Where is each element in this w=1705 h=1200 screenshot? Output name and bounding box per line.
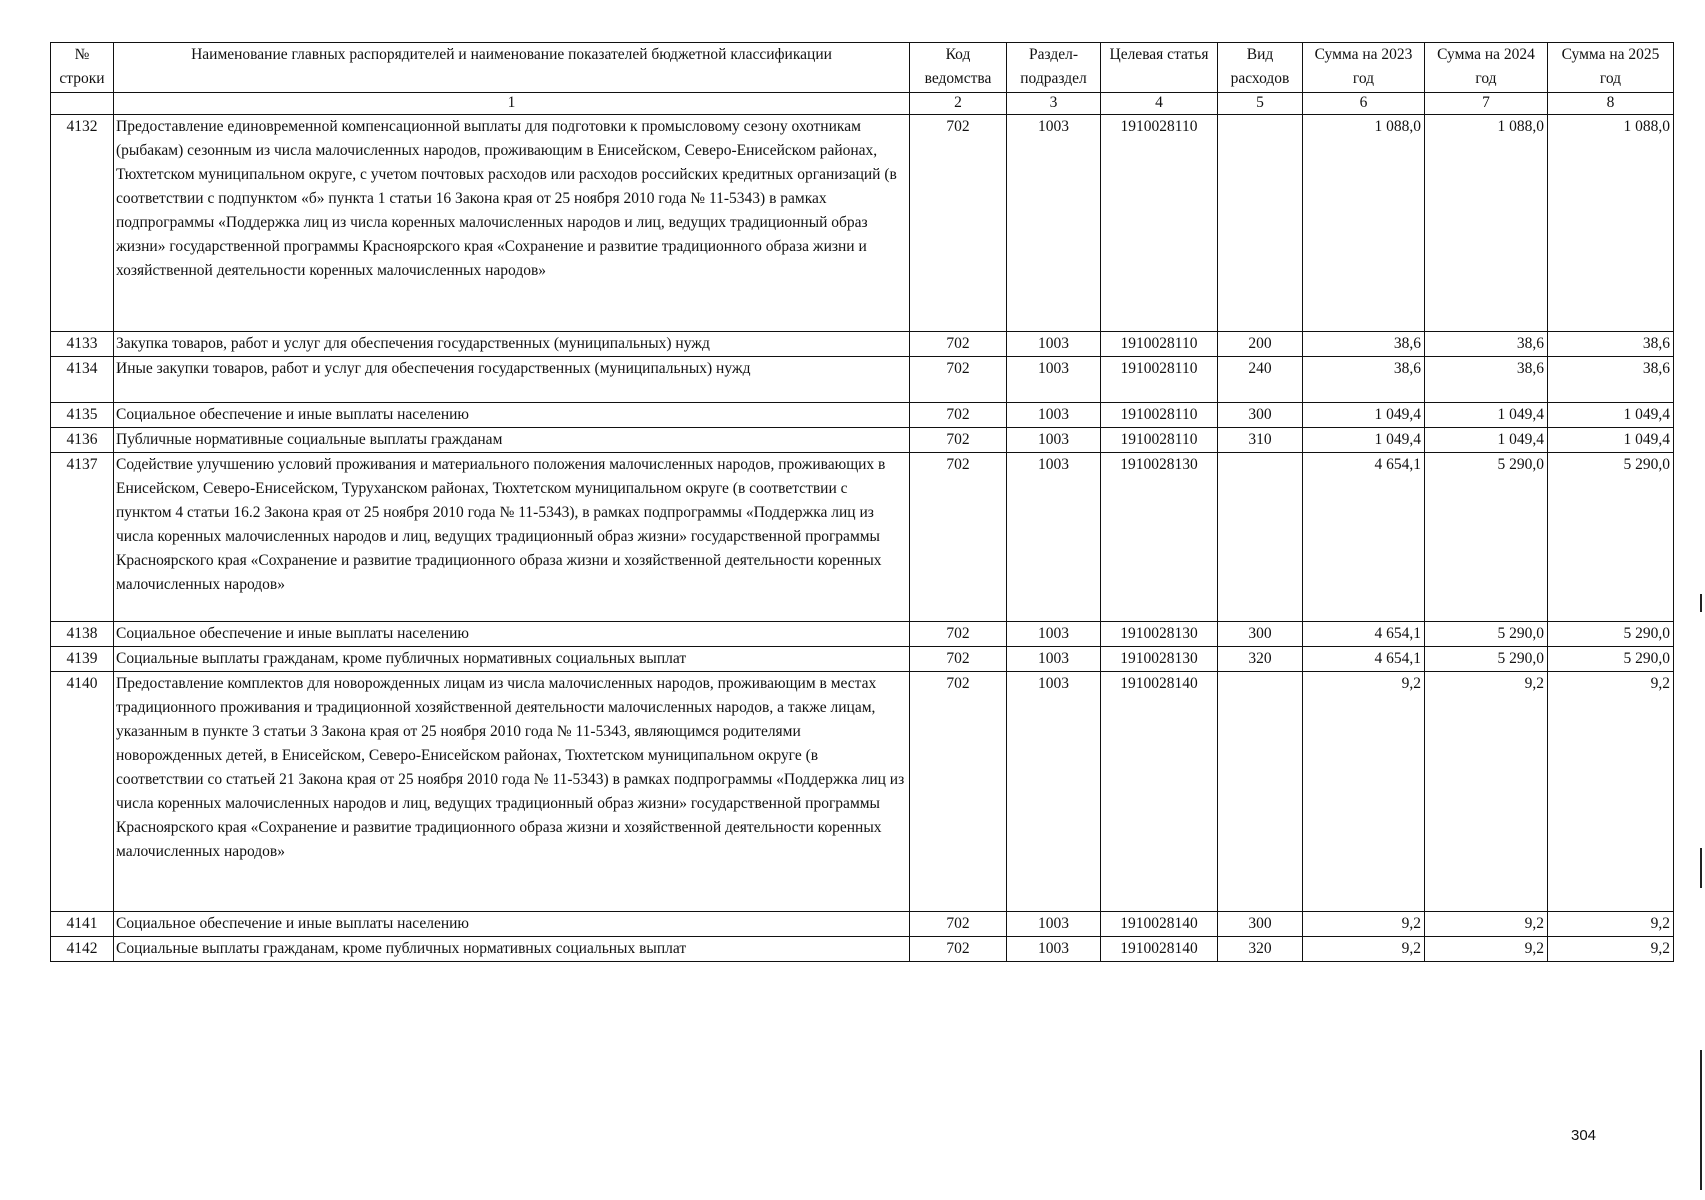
row-number: 4136 — [51, 428, 114, 453]
target-article: 1910028110 — [1101, 332, 1218, 357]
table-row — [51, 428, 1674, 453]
target-article: 1910028140 — [1101, 937, 1218, 962]
section-code: 1003 — [1007, 428, 1101, 453]
section-code: 1003 — [1007, 647, 1101, 672]
sum-2025: 1 049,4 — [1548, 403, 1674, 428]
row-name: Предоставление единовременной компенсационной выплаты для подготовки к промысловому сезону охотникам (рыбакам) сезонным из числа малочисленных народов, проживающим в Енисейском, Северо-Енисейском районах, Тюхтетском муниципальном округе, с учетом почтовых расходов или расходов российских кредитных организаций (в соответствии с подпунктом «б» пункта 1 статьи 16 Закона края от 25 ноября 2010 года № 11-5343) в рамках подпрограммы «Поддержка лиц из числа коренных малочисленных народов и лиц, ведущих традиционный образ жизни» государственной программы Красноярского края «Сохранение и развитие традиционного образа жизни и хозяйственной деятельности коренных малочисленных народов» — [114, 115, 910, 332]
sum-2025: 9,2 — [1548, 912, 1674, 937]
expense-type — [1218, 115, 1303, 332]
header-sum-2024: Сумма на 2024 год — [1425, 43, 1548, 93]
sum-2024: 5 290,0 — [1425, 622, 1548, 647]
row-name: Содействие улучшению условий проживания и материального положения малочисленных народов, проживающих в Енисейском, Северо-Енисейском, Туруханском районах, Тюхтетском муниципальном округе (в соответствии с пунктом 4 статьи 16.2 Закона края от 25 ноября 2010 года № 11-5343), в рамках подпрограммы «Поддержка лиц из числа коренных малочисленных народов и лиц, ведущих традиционный образ жизни» государственной программы Красноярского края «Сохранение и развитие традиционного образа жизни и хозяйственной деятельности коренных малочисленных народов» — [114, 453, 910, 622]
scan-edge-mark — [1700, 1050, 1702, 1190]
column-number: 1 — [114, 93, 910, 115]
target-article: 1910028140 — [1101, 672, 1218, 912]
sum-2024: 5 290,0 — [1425, 453, 1548, 622]
dept-code: 702 — [910, 403, 1007, 428]
dept-code: 702 — [910, 912, 1007, 937]
sum-2023: 9,2 — [1303, 672, 1425, 912]
header-name: Наименование главных распорядителей и наименование показателей бюджетной классификации — [114, 43, 910, 93]
target-article: 1910028110 — [1101, 428, 1218, 453]
header-section: Раздел-подраздел — [1007, 43, 1101, 93]
table-row — [51, 332, 1674, 357]
sum-2024: 1 088,0 — [1425, 115, 1548, 332]
scan-edge-mark — [1700, 594, 1702, 612]
target-article: 1910028130 — [1101, 647, 1218, 672]
expense-type: 200 — [1218, 332, 1303, 357]
table-row — [51, 403, 1674, 428]
row-number: 4141 — [51, 912, 114, 937]
row-name: Социальные выплаты гражданам, кроме публичных нормативных социальных выплат — [114, 937, 910, 962]
table-row — [51, 622, 1674, 647]
header-sum-2023: Сумма на 2023 год — [1303, 43, 1425, 93]
dept-code: 702 — [910, 647, 1007, 672]
expense-type — [1218, 672, 1303, 912]
row-number: 4142 — [51, 937, 114, 962]
section-code: 1003 — [1007, 115, 1101, 332]
header-expense-type: Вид расходов — [1218, 43, 1303, 93]
row-number: 4138 — [51, 622, 114, 647]
column-number: 4 — [1101, 93, 1218, 115]
sum-2023: 38,6 — [1303, 332, 1425, 357]
table-row — [51, 912, 1674, 937]
sum-2025: 38,6 — [1548, 332, 1674, 357]
dept-code: 702 — [910, 453, 1007, 622]
expense-type: 300 — [1218, 622, 1303, 647]
row-number: 4134 — [51, 357, 114, 403]
sum-2024: 1 049,4 — [1425, 403, 1548, 428]
table-row — [51, 672, 1674, 912]
table-row — [51, 115, 1674, 332]
sum-2024: 9,2 — [1425, 672, 1548, 912]
section-code: 1003 — [1007, 403, 1101, 428]
sum-2025: 9,2 — [1548, 937, 1674, 962]
dept-code: 702 — [910, 622, 1007, 647]
sum-2025: 5 290,0 — [1548, 647, 1674, 672]
section-code: 1003 — [1007, 453, 1101, 622]
target-article: 1910028130 — [1101, 453, 1218, 622]
sum-2024: 9,2 — [1425, 937, 1548, 962]
dept-code: 702 — [910, 332, 1007, 357]
column-number: 7 — [1425, 93, 1548, 115]
sum-2023: 9,2 — [1303, 912, 1425, 937]
expense-type: 300 — [1218, 912, 1303, 937]
sum-2024: 9,2 — [1425, 912, 1548, 937]
dept-code: 702 — [910, 672, 1007, 912]
row-name: Предоставление комплектов для новорожденных лицам из числа малочисленных народов, проживающим в местах традиционного проживания и традиционной хозяйственной деятельности малочисленных народов, а также лицам, указанным в пункте 3 статьи 3 Закона края от 25 ноября 2010 года № 11-5343, являющимся родителями новорожденных детей, в Енисейском, Северо-Енисейском районах, Тюхтетском муниципальном округе (в соответствии со статьей 21 Закона края от 25 ноября 2010 года № 11-5343) в рамках подпрограммы «Поддержка лиц из числа коренных малочисленных народов и лиц, ведущих традиционный образ жизни» государственной программы Красноярского края «Сохранение и развитие традиционного образа жизни и хозяйственной деятельности коренных малочисленных народов» — [114, 672, 910, 912]
column-number-blank — [51, 93, 114, 115]
dept-code: 702 — [910, 115, 1007, 332]
row-name: Социальное обеспечение и иные выплаты населению — [114, 403, 910, 428]
expense-type — [1218, 453, 1303, 622]
row-name: Социальные выплаты гражданам, кроме публичных нормативных социальных выплат — [114, 647, 910, 672]
expense-type: 300 — [1218, 403, 1303, 428]
column-number: 5 — [1218, 93, 1303, 115]
budget-table — [50, 42, 1674, 962]
sum-2025: 1 049,4 — [1548, 428, 1674, 453]
header-target-article: Целевая статья — [1101, 43, 1218, 93]
sum-2024: 5 290,0 — [1425, 647, 1548, 672]
table-row — [51, 647, 1674, 672]
header-dept-code: Код ведомства — [910, 43, 1007, 93]
sum-2024: 38,6 — [1425, 357, 1548, 403]
section-code: 1003 — [1007, 357, 1101, 403]
sum-2025: 1 088,0 — [1548, 115, 1674, 332]
dept-code: 702 — [910, 357, 1007, 403]
target-article: 1910028110 — [1101, 115, 1218, 332]
header-sum-2025: Сумма на 2025 год — [1548, 43, 1674, 93]
sum-2025: 9,2 — [1548, 672, 1674, 912]
sum-2023: 1 049,4 — [1303, 403, 1425, 428]
row-number: 4133 — [51, 332, 114, 357]
column-number: 3 — [1007, 93, 1101, 115]
section-code: 1003 — [1007, 332, 1101, 357]
scan-edge-mark — [1700, 848, 1702, 888]
target-article: 1910028110 — [1101, 357, 1218, 403]
page-number: 304 — [1571, 1127, 1597, 1144]
expense-type: 310 — [1218, 428, 1303, 453]
sum-2025: 38,6 — [1548, 357, 1674, 403]
sum-2023: 4 654,1 — [1303, 647, 1425, 672]
expense-type: 240 — [1218, 357, 1303, 403]
section-code: 1003 — [1007, 622, 1101, 647]
sum-2023: 4 654,1 — [1303, 453, 1425, 622]
row-name: Закупка товаров, работ и услуг для обеспечения государственных (муниципальных) нужд — [114, 332, 910, 357]
sum-2024: 1 049,4 — [1425, 428, 1548, 453]
target-article: 1910028140 — [1101, 912, 1218, 937]
column-number: 6 — [1303, 93, 1425, 115]
expense-type: 320 — [1218, 647, 1303, 672]
sum-2023: 9,2 — [1303, 937, 1425, 962]
section-code: 1003 — [1007, 912, 1101, 937]
sum-2023: 1 088,0 — [1303, 115, 1425, 332]
row-number: 4135 — [51, 403, 114, 428]
section-code: 1003 — [1007, 937, 1101, 962]
section-code: 1003 — [1007, 672, 1101, 912]
sum-2024: 38,6 — [1425, 332, 1548, 357]
sum-2023: 4 654,1 — [1303, 622, 1425, 647]
row-name: Публичные нормативные социальные выплаты гражданам — [114, 428, 910, 453]
expense-type: 320 — [1218, 937, 1303, 962]
row-name: Социальное обеспечение и иные выплаты населению — [114, 622, 910, 647]
dept-code: 702 — [910, 937, 1007, 962]
row-number: 4140 — [51, 672, 114, 912]
table-row — [51, 357, 1674, 403]
header-row-number: № строки — [51, 43, 114, 93]
dept-code: 702 — [910, 428, 1007, 453]
table-row — [51, 937, 1674, 962]
column-number: 2 — [910, 93, 1007, 115]
row-number: 4139 — [51, 647, 114, 672]
target-article: 1910028130 — [1101, 622, 1218, 647]
column-number: 8 — [1548, 93, 1674, 115]
sum-2025: 5 290,0 — [1548, 453, 1674, 622]
sum-2023: 38,6 — [1303, 357, 1425, 403]
sum-2025: 5 290,0 — [1548, 622, 1674, 647]
row-number: 4132 — [51, 115, 114, 332]
budget-table-sheet — [50, 42, 1674, 962]
target-article: 1910028110 — [1101, 403, 1218, 428]
row-number: 4137 — [51, 453, 114, 622]
row-name: Социальное обеспечение и иные выплаты населению — [114, 912, 910, 937]
row-name: Иные закупки товаров, работ и услуг для обеспечения государственных (муниципальных) нужд — [114, 357, 910, 403]
table-row — [51, 453, 1674, 622]
sum-2023: 1 049,4 — [1303, 428, 1425, 453]
